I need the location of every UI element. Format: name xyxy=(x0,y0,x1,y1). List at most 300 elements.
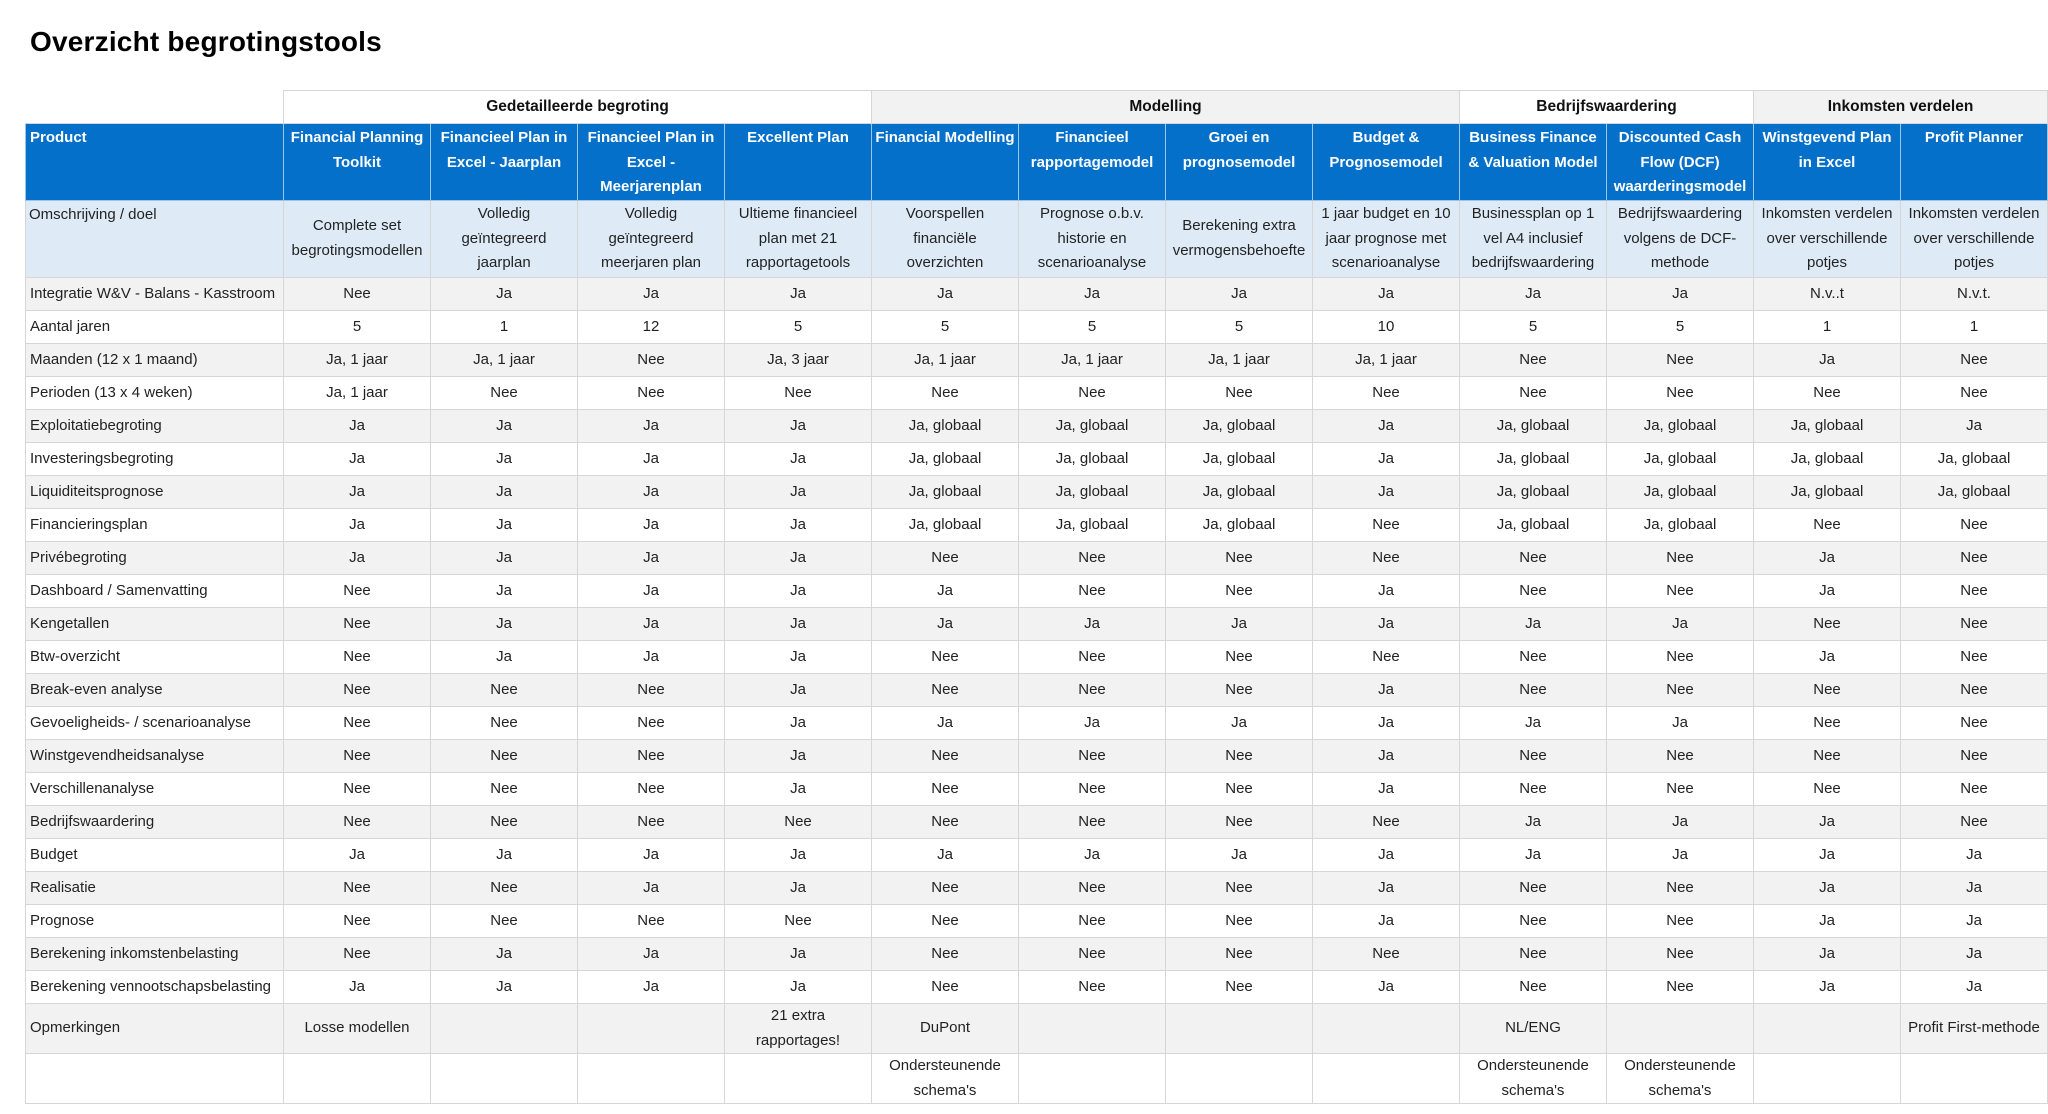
table-cell: Ja xyxy=(725,608,872,641)
table-cell: Nee xyxy=(1166,740,1313,773)
table-cell: Ja xyxy=(1019,707,1166,740)
table-cell: Ja xyxy=(725,278,872,311)
table-row xyxy=(26,872,2048,905)
table-cell: Ja xyxy=(1754,344,1901,377)
table-cell: Ja xyxy=(578,443,725,476)
table-cell: Nee xyxy=(1019,740,1166,773)
table-cell: Ja xyxy=(725,971,872,1004)
table-cell: Ja xyxy=(284,839,431,872)
table-cell xyxy=(1313,1004,1460,1054)
row-label: Maanden (12 x 1 maand) xyxy=(26,344,284,377)
table-cell: Ja xyxy=(725,476,872,509)
table-cell: Nee xyxy=(1460,773,1607,806)
table-cell: Nee xyxy=(1019,938,1166,971)
table-cell: Ja, 1 jaar xyxy=(1166,344,1313,377)
table-cell: Nee xyxy=(1166,806,1313,839)
table-cell: Ja xyxy=(1313,575,1460,608)
description-cell: Volledig geïntegreerd jaarplan xyxy=(431,201,578,278)
table-cell: Ja, 1 jaar xyxy=(1019,344,1166,377)
table-cell: Nee xyxy=(872,740,1019,773)
table-cell: Nee xyxy=(1754,707,1901,740)
table-cell: Nee xyxy=(872,872,1019,905)
table-cell: Ja xyxy=(1901,839,2048,872)
table-cell: Nee xyxy=(431,707,578,740)
table-cell: Nee xyxy=(1019,542,1166,575)
table-cell: Nee xyxy=(431,377,578,410)
table-cell: Ja xyxy=(725,674,872,707)
table-cell: Nee xyxy=(1166,674,1313,707)
table-cell: Ja, 1 jaar xyxy=(284,377,431,410)
table-cell: 5 xyxy=(284,311,431,344)
table-cell: Nee xyxy=(1901,707,2048,740)
product-header: Financial Modelling xyxy=(872,124,1019,201)
table-cell: Ja, globaal xyxy=(1166,443,1313,476)
table-cell: Nee xyxy=(1901,509,2048,542)
table-cell xyxy=(431,1004,578,1054)
table-cell: Ja xyxy=(578,575,725,608)
table-cell: Ja, globaal xyxy=(1460,410,1607,443)
table-cell: Nee xyxy=(1460,641,1607,674)
table-cell: Ja xyxy=(1313,773,1460,806)
page-title: Overzicht begrotingstools xyxy=(30,26,382,57)
group-header-row xyxy=(26,91,2048,124)
table-cell: Ja, 1 jaar xyxy=(284,344,431,377)
row-label: Berekening vennootschapsbelasting xyxy=(26,971,284,1004)
table-cell: Nee xyxy=(1460,674,1607,707)
table-row xyxy=(26,608,2048,641)
table-cell: Nee xyxy=(1607,905,1754,938)
description-cell: Berekening extra vermogensbehoefte xyxy=(1166,201,1313,278)
table-cell: Nee xyxy=(1166,905,1313,938)
row-label: Winstgevendheidsanalyse xyxy=(26,740,284,773)
table-cell: Nee xyxy=(1460,377,1607,410)
table-cell: Ja, globaal xyxy=(1166,410,1313,443)
table-cell xyxy=(578,1054,725,1104)
table-cell: Nee xyxy=(431,806,578,839)
table-cell: 5 xyxy=(725,311,872,344)
table-cell: Ja xyxy=(725,707,872,740)
table-cell: Nee xyxy=(1019,905,1166,938)
table-cell: Nee xyxy=(578,773,725,806)
table-cell: Nee xyxy=(1607,674,1754,707)
table-cell xyxy=(1754,1054,1901,1104)
description-cell: Voorspellen financiële overzichten xyxy=(872,201,1019,278)
table-cell: Nee xyxy=(1901,575,2048,608)
table-cell: Nee xyxy=(284,278,431,311)
table-cell: Nee xyxy=(1460,344,1607,377)
table-cell: 1 xyxy=(431,311,578,344)
table-cell: Nee xyxy=(1019,806,1166,839)
table-cell: Ja xyxy=(431,839,578,872)
table-cell: Ja xyxy=(431,971,578,1004)
table-cell: Ja xyxy=(1460,608,1607,641)
table-cell: Ja, 1 jaar xyxy=(1313,344,1460,377)
table-cell: Nee xyxy=(1754,740,1901,773)
table-cell: Nee xyxy=(1019,971,1166,1004)
table-cell: Nee xyxy=(1313,641,1460,674)
table-cell: Ja xyxy=(431,278,578,311)
table-cell: 10 xyxy=(1313,311,1460,344)
table-cell: Nee xyxy=(872,674,1019,707)
description-cell: Complete set begrotingsmodellen xyxy=(284,201,431,278)
product-header: Financieel Plan in Excel - Jaarplan xyxy=(431,124,578,201)
table-cell: Nee xyxy=(578,806,725,839)
table-cell: Nee xyxy=(284,806,431,839)
table-cell: Nee xyxy=(431,740,578,773)
table-cell: Nee xyxy=(1019,872,1166,905)
table-cell: Nee xyxy=(1901,740,2048,773)
table-cell: Ja xyxy=(1313,674,1460,707)
table-cell: Ja xyxy=(1313,872,1460,905)
product-header-row xyxy=(26,124,2048,201)
table-cell: Ja, globaal xyxy=(1166,509,1313,542)
table-cell: Ja xyxy=(578,476,725,509)
table-cell xyxy=(1313,1054,1460,1104)
table-cell: Ja xyxy=(1313,410,1460,443)
table-cell: Nee xyxy=(872,938,1019,971)
table-cell: Nee xyxy=(1460,740,1607,773)
table-cell xyxy=(1901,1054,2048,1104)
table-cell: Nee xyxy=(1901,674,2048,707)
product-header-label: Product xyxy=(26,124,284,201)
table-row xyxy=(26,278,2048,311)
product-header: Financial Planning Toolkit xyxy=(284,124,431,201)
table-cell: Ja xyxy=(725,773,872,806)
group-header-gedetailleerde-begroting: Gedetailleerde begroting xyxy=(284,91,872,124)
table-cell: Ja xyxy=(1754,971,1901,1004)
table-cell: Nee xyxy=(1607,773,1754,806)
table-cell: Ja, globaal xyxy=(1019,476,1166,509)
comparison-table xyxy=(25,90,2048,1104)
row-label: Omschrijving / doel xyxy=(26,201,284,278)
table-cell: Ja xyxy=(1607,608,1754,641)
description-row xyxy=(26,201,2048,278)
table-cell: Ja, globaal xyxy=(1019,443,1166,476)
table-cell: Nee xyxy=(1607,641,1754,674)
group-header-empty xyxy=(26,91,284,124)
description-cell: Ultieme financieel plan met 21 rapportagetools xyxy=(725,201,872,278)
product-header: Budget & Prognosemodel xyxy=(1313,124,1460,201)
table-cell xyxy=(1166,1054,1313,1104)
table-cell: Nee xyxy=(1019,575,1166,608)
row-label: Opmerkingen xyxy=(26,1004,284,1054)
table-cell: Ja xyxy=(1313,740,1460,773)
table-cell: Ja xyxy=(1460,278,1607,311)
table-row xyxy=(26,443,2048,476)
table-cell: Nee xyxy=(1166,542,1313,575)
table-cell: Nee xyxy=(1019,377,1166,410)
table-row xyxy=(26,476,2048,509)
table-cell: Ja, globaal xyxy=(1460,443,1607,476)
table-cell: Ja xyxy=(1901,410,2048,443)
table-cell: Nee xyxy=(1901,542,2048,575)
table-row xyxy=(26,971,2048,1004)
table-cell: Ja, globaal xyxy=(1607,410,1754,443)
description-cell: Businessplan op 1 vel A4 inclusief bedrijfswaardering xyxy=(1460,201,1607,278)
table-cell: Ja xyxy=(284,410,431,443)
table-cell: Nee xyxy=(1166,872,1313,905)
table-cell: Ja xyxy=(1460,806,1607,839)
table-cell: Ja, globaal xyxy=(1607,443,1754,476)
table-cell: Nee xyxy=(872,377,1019,410)
table-cell: Ja, globaal xyxy=(1019,509,1166,542)
table-cell: Nee xyxy=(578,740,725,773)
table-cell: Ja xyxy=(725,740,872,773)
table-cell: Ja xyxy=(431,542,578,575)
table-cell: Nee xyxy=(1607,377,1754,410)
table-cell: Nee xyxy=(1460,575,1607,608)
table-cell: Nee xyxy=(1754,509,1901,542)
table-cell: Ja xyxy=(1607,707,1754,740)
table-cell: Nee xyxy=(725,377,872,410)
description-cell: Inkomsten verdelen over verschillende potjes xyxy=(1754,201,1901,278)
table-row xyxy=(26,311,2048,344)
remarks-row xyxy=(26,1004,2048,1054)
description-cell: Prognose o.b.v. historie en scenarioanalyse xyxy=(1019,201,1166,278)
table-cell: Nee xyxy=(1019,674,1166,707)
table-cell: Nee xyxy=(872,641,1019,674)
table-cell: Ja xyxy=(1313,707,1460,740)
table-cell xyxy=(1754,1004,1901,1054)
table-cell: Nee xyxy=(1166,971,1313,1004)
table-cell: Ja, globaal xyxy=(1607,509,1754,542)
table-cell: Ja, globaal xyxy=(1901,476,2048,509)
table-cell: Ja xyxy=(725,410,872,443)
table-cell: Nee xyxy=(872,806,1019,839)
table-row xyxy=(26,509,2048,542)
table-cell: Ja, globaal xyxy=(872,410,1019,443)
table-cell: Ja xyxy=(1754,641,1901,674)
table-cell: Ja xyxy=(725,938,872,971)
table-cell: Nee xyxy=(1313,377,1460,410)
group-header-bedrijfswaardering: Bedrijfswaardering xyxy=(1460,91,1754,124)
table-cell xyxy=(1166,1004,1313,1054)
table-cell xyxy=(578,1004,725,1054)
table-row xyxy=(26,641,2048,674)
table-cell: Nee xyxy=(1166,773,1313,806)
table-cell: Ja xyxy=(1313,278,1460,311)
table-cell: Nee xyxy=(1313,806,1460,839)
table-cell: Nee xyxy=(725,806,872,839)
table-cell: Nee xyxy=(1754,377,1901,410)
table-cell: Ja xyxy=(578,971,725,1004)
table-cell: Nee xyxy=(1901,641,2048,674)
table-cell: Ondersteunende schema's xyxy=(1460,1054,1607,1104)
table-cell: Nee xyxy=(1460,542,1607,575)
table-cell: Nee xyxy=(284,608,431,641)
product-header: Financieel rapportagemodel xyxy=(1019,124,1166,201)
product-header: Profit Planner xyxy=(1901,124,2048,201)
table-cell: Ja xyxy=(1607,839,1754,872)
table-cell: Nee xyxy=(578,377,725,410)
row-label xyxy=(26,1054,284,1104)
table-cell xyxy=(1019,1004,1166,1054)
table-cell: Ja xyxy=(431,575,578,608)
row-label: Aantal jaren xyxy=(26,311,284,344)
table-cell: Ja xyxy=(1313,905,1460,938)
table-cell: 5 xyxy=(1460,311,1607,344)
table-cell: Nee xyxy=(1166,938,1313,971)
table-cell: Ja xyxy=(1313,608,1460,641)
table-cell: Ja xyxy=(578,839,725,872)
table-cell: Ja xyxy=(725,443,872,476)
table-cell: Nee xyxy=(431,872,578,905)
table-cell: Ja, globaal xyxy=(1607,476,1754,509)
table-row xyxy=(26,839,2048,872)
table-cell: Nee xyxy=(431,905,578,938)
table-cell: Nee xyxy=(1607,971,1754,1004)
table-cell: DuPont xyxy=(872,1004,1019,1054)
table-cell: Ja, globaal xyxy=(872,443,1019,476)
table-row xyxy=(26,806,2048,839)
table-cell: Nee xyxy=(1460,872,1607,905)
table-cell: Ja xyxy=(284,476,431,509)
table-cell: Ja xyxy=(1901,905,2048,938)
table-cell: Ja xyxy=(1754,839,1901,872)
row-label: Realisatie xyxy=(26,872,284,905)
table-cell: Profit First-methode xyxy=(1901,1004,2048,1054)
table-row xyxy=(26,707,2048,740)
table-cell: 5 xyxy=(1166,311,1313,344)
product-header: Financieel Plan in Excel - Meerjarenplan xyxy=(578,124,725,201)
table-cell: Nee xyxy=(1460,905,1607,938)
table-cell: 1 xyxy=(1901,311,2048,344)
table-cell: N.v..t xyxy=(1754,278,1901,311)
table-cell: Nee xyxy=(1019,773,1166,806)
row-label: Btw-overzicht xyxy=(26,641,284,674)
table-cell: Nee xyxy=(578,707,725,740)
table-row xyxy=(26,674,2048,707)
table-cell: Nee xyxy=(872,542,1019,575)
table-cell: Nee xyxy=(725,905,872,938)
table-row xyxy=(26,575,2048,608)
table-cell: Ja xyxy=(725,839,872,872)
table-cell: Ja xyxy=(284,542,431,575)
table-cell: Nee xyxy=(1607,575,1754,608)
table-cell: Nee xyxy=(1460,938,1607,971)
table-cell: Ja, globaal xyxy=(1166,476,1313,509)
table-cell: Ja xyxy=(578,872,725,905)
table-cell: Nee xyxy=(578,905,725,938)
row-label: Financieringsplan xyxy=(26,509,284,542)
table-cell: Nee xyxy=(284,674,431,707)
table-cell: Nee xyxy=(431,773,578,806)
table-cell: Nee xyxy=(284,575,431,608)
table-cell xyxy=(1019,1054,1166,1104)
table-cell: Ja xyxy=(431,641,578,674)
table-cell: Ja xyxy=(1754,938,1901,971)
table-cell: Ja xyxy=(1901,971,2048,1004)
row-label: Integratie W&V - Balans - Kasstroom xyxy=(26,278,284,311)
table-row xyxy=(26,344,2048,377)
table-cell: Ja xyxy=(1607,278,1754,311)
table-cell: Nee xyxy=(1754,608,1901,641)
table-cell: Ja xyxy=(1019,278,1166,311)
table-row xyxy=(26,740,2048,773)
table-cell: Nee xyxy=(1313,509,1460,542)
table-cell: Ja xyxy=(1166,839,1313,872)
table-cell xyxy=(431,1054,578,1104)
row-label: Privébegroting xyxy=(26,542,284,575)
table-row xyxy=(26,938,2048,971)
table-cell: Nee xyxy=(284,740,431,773)
description-cell: Bedrijfswaardering volgens de DCF-methode xyxy=(1607,201,1754,278)
table-cell: Ja xyxy=(1313,971,1460,1004)
row-label: Gevoeligheids- / scenarioanalyse xyxy=(26,707,284,740)
table-cell: Ja, globaal xyxy=(1019,410,1166,443)
table-cell: Ja xyxy=(1313,839,1460,872)
table-cell: Nee xyxy=(1754,773,1901,806)
table-cell: Nee xyxy=(872,905,1019,938)
table-cell: Nee xyxy=(284,905,431,938)
table-cell: Ja xyxy=(1754,542,1901,575)
table-cell: Ondersteunende schema's xyxy=(1607,1054,1754,1104)
table-cell: Nee xyxy=(1607,740,1754,773)
table-cell: Ja, 3 jaar xyxy=(725,344,872,377)
table-cell: Ja xyxy=(578,608,725,641)
product-header: Winstgevend Plan in Excel xyxy=(1754,124,1901,201)
table-cell: N.v.t. xyxy=(1901,278,2048,311)
product-header: Business Finance & Valuation Model xyxy=(1460,124,1607,201)
table-cell: Ja xyxy=(1019,839,1166,872)
table-cell: Ja, globaal xyxy=(1754,476,1901,509)
table-cell: Nee xyxy=(578,344,725,377)
table-cell: Losse modellen xyxy=(284,1004,431,1054)
table-cell: Ja xyxy=(1460,839,1607,872)
table-cell: Nee xyxy=(872,773,1019,806)
table-cell: Nee xyxy=(1607,344,1754,377)
table-cell: Ja xyxy=(431,410,578,443)
table-cell: NL/ENG xyxy=(1460,1004,1607,1054)
table-row xyxy=(26,542,2048,575)
table-cell: Nee xyxy=(872,971,1019,1004)
table-cell: 12 xyxy=(578,311,725,344)
table-cell: 5 xyxy=(1607,311,1754,344)
table-cell: Ja xyxy=(725,575,872,608)
table-cell: Nee xyxy=(1166,575,1313,608)
table-cell: Ja, globaal xyxy=(1754,410,1901,443)
table-cell: Nee xyxy=(1607,938,1754,971)
table-cell: Ja xyxy=(431,608,578,641)
table-cell: Ja xyxy=(431,443,578,476)
table-cell: Nee xyxy=(578,674,725,707)
table-cell: Nee xyxy=(1607,872,1754,905)
row-label: Prognose xyxy=(26,905,284,938)
table-cell: Ja, 1 jaar xyxy=(431,344,578,377)
table-cell: 5 xyxy=(1019,311,1166,344)
table-cell: Ja xyxy=(1460,707,1607,740)
table-cell: Nee xyxy=(284,938,431,971)
table-cell: Ja xyxy=(578,410,725,443)
table-cell: Ja xyxy=(725,872,872,905)
table-cell: Ja xyxy=(578,278,725,311)
row-label: Dashboard / Samenvatting xyxy=(26,575,284,608)
table-cell: Ja xyxy=(1166,278,1313,311)
table-cell: Ondersteunende schema's xyxy=(872,1054,1019,1104)
group-header-inkomsten-verdelen: Inkomsten verdelen xyxy=(1754,91,2048,124)
table-cell: Ja xyxy=(725,641,872,674)
table-cell: Ja xyxy=(1607,806,1754,839)
table-body xyxy=(26,201,2048,1104)
table-cell: Nee xyxy=(1901,377,2048,410)
row-label: Bedrijfswaardering xyxy=(26,806,284,839)
table-cell: Nee xyxy=(1019,641,1166,674)
description-cell: Volledig geïntegreerd meerjaren plan xyxy=(578,201,725,278)
row-label: Perioden (13 x 4 weken) xyxy=(26,377,284,410)
table-cell: Ja xyxy=(1166,608,1313,641)
table-cell: Ja, globaal xyxy=(1460,476,1607,509)
table-cell xyxy=(1607,1004,1754,1054)
